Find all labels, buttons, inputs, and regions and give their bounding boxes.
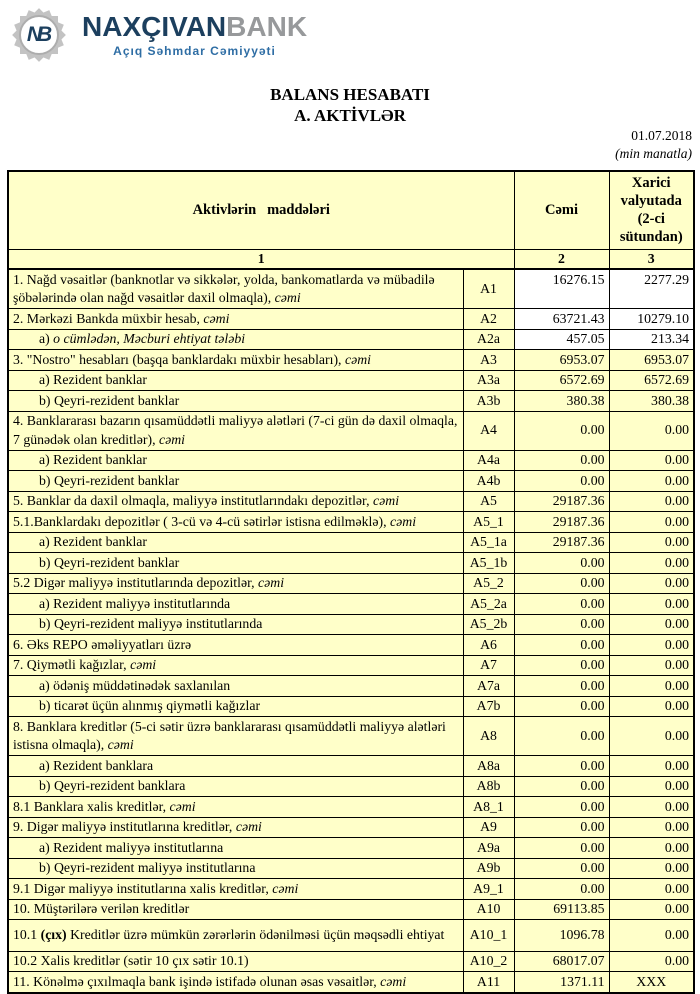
row-total-value: 0.00 bbox=[514, 553, 609, 574]
row-foreign-currency-value: 0.00 bbox=[609, 532, 694, 553]
row-label bbox=[8, 696, 463, 717]
table-row bbox=[8, 696, 694, 717]
row-label bbox=[8, 450, 463, 471]
row-code: A1 bbox=[463, 269, 514, 309]
row-label-segment: cəmi bbox=[203, 310, 230, 326]
bank-subtitle: Açıq Səhmdar Cəmiyyəti bbox=[113, 43, 276, 58]
row-foreign-currency-value: 0.00 bbox=[609, 594, 694, 615]
row-foreign-currency-value: 0.00 bbox=[609, 858, 694, 879]
row-code: A8_1 bbox=[463, 797, 514, 818]
table-row bbox=[8, 920, 694, 952]
table-row bbox=[8, 951, 694, 972]
row-total-value: 68017.07 bbox=[514, 951, 609, 972]
row-label-segment: 6. Əks REPO əməliyyatları üzrə bbox=[13, 636, 192, 652]
row-code: A9b bbox=[463, 858, 514, 879]
row-foreign-currency-value: 0.00 bbox=[609, 838, 694, 859]
row-label-segment: b) Qeyri-rezident banklar bbox=[39, 554, 180, 570]
table-row bbox=[8, 329, 694, 350]
row-label-segment: cəmi bbox=[258, 575, 285, 590]
row-label bbox=[8, 471, 463, 492]
row-code: A9a bbox=[463, 838, 514, 859]
row-code: A10 bbox=[463, 899, 514, 920]
row-label bbox=[8, 756, 463, 777]
row-foreign-currency-value: XXX bbox=[609, 972, 694, 993]
table-row bbox=[8, 655, 694, 676]
row-label bbox=[8, 370, 463, 391]
row-label bbox=[8, 717, 463, 756]
row-label bbox=[8, 858, 463, 879]
table-row bbox=[8, 838, 694, 859]
row-foreign-currency-value: 0.00 bbox=[609, 491, 694, 512]
row-code: A8 bbox=[463, 717, 514, 756]
row-total-value: 1371.11 bbox=[514, 972, 609, 993]
table-row bbox=[8, 972, 694, 993]
table-row bbox=[8, 370, 694, 391]
row-code: A10_1 bbox=[463, 920, 514, 952]
row-label bbox=[8, 951, 463, 972]
row-label bbox=[8, 655, 463, 676]
row-label bbox=[8, 972, 463, 993]
bank-wordmark bbox=[82, 10, 308, 42]
table-row bbox=[8, 532, 694, 553]
table-row bbox=[8, 858, 694, 879]
report-title bbox=[0, 84, 700, 127]
row-code: A5_1a bbox=[463, 532, 514, 553]
col-number-foreign: 3 bbox=[609, 249, 694, 269]
row-foreign-currency-value: 0.00 bbox=[609, 614, 694, 635]
row-code: A11 bbox=[463, 972, 514, 993]
report-title-line2: A. AKTİVLƏR bbox=[294, 106, 406, 126]
row-foreign-currency-value: 0.00 bbox=[609, 776, 694, 797]
table-row bbox=[8, 391, 694, 412]
row-label-segment: a) Rezident banklara bbox=[39, 757, 154, 773]
row-foreign-currency-value: 6572.69 bbox=[609, 370, 694, 391]
bank-seal-icon bbox=[10, 6, 68, 64]
row-code: A7a bbox=[463, 676, 514, 697]
row-label-segment: cəmi bbox=[169, 798, 196, 814]
table-row bbox=[8, 309, 694, 330]
row-label-segment: 9. Digər maliyyə institutlarına kreditlər, bbox=[13, 819, 236, 834]
row-label-segment: a) Rezident maliyyə institutlarına bbox=[39, 839, 224, 855]
row-label-segment: a) Rezident banklar bbox=[39, 372, 148, 387]
report-title-line1: BALANS HESABATI bbox=[270, 85, 430, 104]
row-code: A4a bbox=[463, 450, 514, 471]
row-total-value: 1096.78 bbox=[514, 920, 609, 952]
row-total-value: 16276.15 bbox=[514, 269, 609, 309]
row-label bbox=[8, 797, 463, 818]
row-label-segment: b) Qeyri-rezident banklar bbox=[39, 472, 180, 488]
row-total-value: 6572.69 bbox=[514, 370, 609, 391]
row-label-segment: 8.1 Banklara xalis kreditlər, bbox=[13, 798, 170, 814]
table-row bbox=[8, 676, 694, 697]
row-label-segment: Kreditlər üzrə mümkün zərərlərin ödənilməsi üçün məqsədli ehtiyat bbox=[66, 927, 445, 942]
row-label-segment: cəmi bbox=[389, 513, 417, 529]
row-label-segment: 5.1.Banklardakı depozitlər ( 3-cü və 4-cü sətirlər istisna edilməklə), bbox=[13, 513, 390, 529]
row-total-value: 0.00 bbox=[514, 676, 609, 697]
bank-name-primary: NAXÇIVAN bbox=[82, 10, 227, 42]
row-total-value: 29187.36 bbox=[514, 512, 609, 533]
table-row bbox=[8, 879, 694, 900]
row-total-value: 0.00 bbox=[514, 817, 609, 838]
row-total-value: 0.00 bbox=[514, 838, 609, 859]
row-foreign-currency-value: 0.00 bbox=[609, 450, 694, 471]
table-row bbox=[8, 899, 694, 920]
row-label-segment: cəmi bbox=[373, 493, 400, 508]
row-label-segment: cəmi bbox=[274, 290, 301, 305]
row-code: A5_2a bbox=[463, 594, 514, 615]
row-label bbox=[8, 817, 463, 838]
row-code: A3b bbox=[463, 391, 514, 412]
row-label-segment: a) bbox=[39, 331, 54, 346]
row-foreign-currency-value: 213.34 bbox=[609, 329, 694, 350]
row-total-value: 0.00 bbox=[514, 879, 609, 900]
row-foreign-currency-value: 0.00 bbox=[609, 879, 694, 900]
row-label-segment: 1. Nağd vəsaitlər (banknotlar və sikkələr, yolda, bankomatlarda və mübadilə şöbələrində olan nağd vəsaitlər daxil olmaqla), bbox=[13, 271, 435, 305]
row-foreign-currency-value: 0.00 bbox=[609, 635, 694, 656]
table-row bbox=[8, 553, 694, 574]
row-label-segment: 5. Banklar da daxil olmaqla, maliyyə institutlarındakı depozitlər, bbox=[13, 493, 373, 508]
row-total-value: 0.00 bbox=[514, 776, 609, 797]
row-label-segment: 3. "Nostro" hesabları (başqa banklardakı müxbir hesabları), bbox=[13, 351, 345, 367]
row-label-segment: o cümlədən, Məcburi ehtiyat tələbi bbox=[53, 331, 246, 346]
row-label-segment: cəmi bbox=[380, 973, 407, 989]
row-label-segment: 9.1 Digər maliyyə institutlarına xalis kreditlər, bbox=[13, 880, 273, 896]
table-row bbox=[8, 594, 694, 615]
row-code: A10_2 bbox=[463, 951, 514, 972]
row-label bbox=[8, 532, 463, 553]
row-foreign-currency-value: 2277.29 bbox=[609, 269, 694, 309]
col-header-items: Aktivlərin maddələri bbox=[8, 171, 514, 249]
table-row bbox=[8, 756, 694, 777]
row-foreign-currency-value: 0.00 bbox=[609, 899, 694, 920]
row-label bbox=[8, 879, 463, 900]
row-total-value: 0.00 bbox=[514, 655, 609, 676]
row-label bbox=[8, 573, 463, 594]
row-code: A2 bbox=[463, 309, 514, 330]
row-total-value: 0.00 bbox=[514, 797, 609, 818]
row-total-value: 0.00 bbox=[514, 614, 609, 635]
row-label-segment: 2. Mərkəzi Bankda müxbir hesab, bbox=[13, 310, 204, 326]
row-code: A3 bbox=[463, 350, 514, 371]
row-label bbox=[8, 391, 463, 412]
row-label bbox=[8, 920, 463, 952]
row-label bbox=[8, 269, 463, 309]
table-row bbox=[8, 512, 694, 533]
row-total-value: 29187.36 bbox=[514, 491, 609, 512]
row-foreign-currency-value: 0.00 bbox=[609, 512, 694, 533]
row-label-segment: 5.2 Digər maliyyə institutlarında depozitlər, bbox=[13, 575, 259, 590]
row-code: A5_2b bbox=[463, 614, 514, 635]
row-label-segment: cəmi bbox=[235, 819, 262, 834]
table-row bbox=[8, 614, 694, 635]
table-row bbox=[8, 491, 694, 512]
header-row bbox=[8, 171, 694, 249]
row-code: A5_1 bbox=[463, 512, 514, 533]
row-code: A9 bbox=[463, 817, 514, 838]
row-code: A8a bbox=[463, 756, 514, 777]
row-label-segment: a) Rezident banklar bbox=[39, 452, 148, 467]
row-total-value: 457.05 bbox=[514, 329, 609, 350]
row-label bbox=[8, 594, 463, 615]
row-label bbox=[8, 899, 463, 920]
row-code: A5_2 bbox=[463, 573, 514, 594]
bank-monogram: NB bbox=[26, 23, 48, 46]
row-foreign-currency-value: 0.00 bbox=[609, 573, 694, 594]
row-foreign-currency-value: 10279.10 bbox=[609, 309, 694, 330]
row-foreign-currency-value: 0.00 bbox=[609, 676, 694, 697]
row-label-segment: cəmi bbox=[130, 657, 157, 672]
table-body bbox=[8, 269, 694, 993]
unit-note: (min manatla) bbox=[615, 146, 692, 161]
brand-text bbox=[82, 10, 308, 58]
row-label bbox=[8, 676, 463, 697]
row-code: A9_1 bbox=[463, 879, 514, 900]
row-foreign-currency-value: 6953.07 bbox=[609, 350, 694, 371]
row-label-segment: b) Qeyri-rezident banklar bbox=[39, 392, 180, 408]
bank-name-secondary: BANK bbox=[226, 10, 308, 42]
table-head bbox=[8, 171, 694, 269]
row-label bbox=[8, 309, 463, 330]
row-label-segment: 10.2 Xalis kreditlər (sətir 10 çıx sətir 10.1) bbox=[13, 953, 249, 968]
row-label-segment: a) Rezident maliyyə institutlarında bbox=[39, 595, 231, 611]
row-total-value: 0.00 bbox=[514, 858, 609, 879]
row-label-segment: 7. Qiymətli kağızlar, bbox=[13, 657, 131, 672]
row-label-segment: (çıx) bbox=[40, 927, 67, 942]
row-label bbox=[8, 411, 463, 450]
row-label-segment: a) Rezident banklar bbox=[39, 534, 148, 549]
row-code: A8b bbox=[463, 776, 514, 797]
brand-header bbox=[10, 6, 307, 64]
row-total-value: 0.00 bbox=[514, 411, 609, 450]
row-foreign-currency-value: 0.00 bbox=[609, 817, 694, 838]
row-foreign-currency-value: 0.00 bbox=[609, 655, 694, 676]
row-label bbox=[8, 491, 463, 512]
row-foreign-currency-value: 0.00 bbox=[609, 797, 694, 818]
row-label bbox=[8, 329, 463, 350]
row-total-value: 0.00 bbox=[514, 717, 609, 756]
row-foreign-currency-value: 380.38 bbox=[609, 391, 694, 412]
row-code: A4 bbox=[463, 411, 514, 450]
col-header-foreign: Xarici valyutada (2-ci sütundan) bbox=[609, 171, 694, 249]
row-label-segment: 10.1 bbox=[13, 927, 41, 942]
row-label-segment: b) Qeyri-rezident maliyyə institutlarında bbox=[39, 616, 263, 631]
table-row bbox=[8, 471, 694, 492]
row-foreign-currency-value: 0.00 bbox=[609, 920, 694, 952]
row-label bbox=[8, 614, 463, 635]
row-total-value: 0.00 bbox=[514, 573, 609, 594]
table-row bbox=[8, 269, 694, 309]
table-row bbox=[8, 350, 694, 371]
row-code: A5_1b bbox=[463, 553, 514, 574]
row-foreign-currency-value: 0.00 bbox=[609, 756, 694, 777]
row-total-value: 0.00 bbox=[514, 594, 609, 615]
col-number-items: 1 bbox=[8, 249, 514, 269]
row-label bbox=[8, 512, 463, 533]
table-row bbox=[8, 635, 694, 656]
row-label-segment: cəmi bbox=[344, 351, 371, 367]
row-label-segment: 4. Banklararası bazarın qısamüddətli maliyyə alətləri (7-ci gün də daxil olmaqla, 7 günədək olan kreditlər), bbox=[13, 413, 458, 447]
table-row bbox=[8, 411, 694, 450]
row-foreign-currency-value: 0.00 bbox=[609, 717, 694, 756]
row-total-value: 380.38 bbox=[514, 391, 609, 412]
row-total-value: 29187.36 bbox=[514, 532, 609, 553]
row-total-value: 6953.07 bbox=[514, 350, 609, 371]
table-row bbox=[8, 776, 694, 797]
row-label-segment: a) ödəniş müddətinədək saxlanılan bbox=[39, 677, 231, 693]
row-code: A3a bbox=[463, 370, 514, 391]
row-total-value: 63721.43 bbox=[514, 309, 609, 330]
col-header-total: Cəmi bbox=[514, 171, 609, 249]
report-date: 01.07.2018 bbox=[631, 128, 692, 143]
table-row bbox=[8, 797, 694, 818]
table-row bbox=[8, 817, 694, 838]
row-label-segment: b) Qeyri-rezident banklara bbox=[39, 778, 186, 793]
row-foreign-currency-value: 0.00 bbox=[609, 411, 694, 450]
row-total-value: 0.00 bbox=[514, 756, 609, 777]
row-label-segment: 10. Müştərilərə verilən kreditlər bbox=[13, 901, 190, 916]
row-label-segment: cəmi bbox=[158, 431, 186, 447]
row-total-value: 0.00 bbox=[514, 635, 609, 656]
row-label-segment: cəmi bbox=[107, 737, 134, 752]
row-label bbox=[8, 838, 463, 859]
row-label bbox=[8, 635, 463, 656]
row-code: A7 bbox=[463, 655, 514, 676]
row-code: A6 bbox=[463, 635, 514, 656]
row-label bbox=[8, 776, 463, 797]
row-label bbox=[8, 350, 463, 371]
row-code: A7b bbox=[463, 696, 514, 717]
row-label-segment: b) Qeyri-rezident maliyyə institutlarına bbox=[39, 860, 256, 875]
column-number-row bbox=[8, 249, 694, 269]
row-label-segment: 11. Könəlmə çıxılmaqla bank işində istifadə olunan əsas vəsaitlər, bbox=[13, 973, 381, 989]
table-row bbox=[8, 573, 694, 594]
row-code: A4b bbox=[463, 471, 514, 492]
row-foreign-currency-value: 0.00 bbox=[609, 471, 694, 492]
row-code: A2a bbox=[463, 329, 514, 350]
row-foreign-currency-value: 0.00 bbox=[609, 553, 694, 574]
row-total-value: 69113.85 bbox=[514, 899, 609, 920]
row-label-segment: cəmi bbox=[272, 880, 299, 896]
row-total-value: 0.00 bbox=[514, 450, 609, 471]
row-label-segment: b) ticarət üçün alınmış qiymətli kağızlar bbox=[39, 698, 261, 713]
row-total-value: 0.00 bbox=[514, 696, 609, 717]
row-total-value: 0.00 bbox=[514, 471, 609, 492]
row-foreign-currency-value: 0.00 bbox=[609, 696, 694, 717]
row-label bbox=[8, 553, 463, 574]
row-label-segment: 8. Banklara kreditlər (5-ci sətir üzrə banklararası qısamüddətli maliyyə alətləri istisna olmaqla), bbox=[13, 718, 446, 752]
balance-table bbox=[7, 170, 695, 994]
row-code: A5 bbox=[463, 491, 514, 512]
table-row bbox=[8, 450, 694, 471]
col-number-total: 2 bbox=[514, 249, 609, 269]
row-foreign-currency-value: 0.00 bbox=[609, 951, 694, 972]
table-row bbox=[8, 717, 694, 756]
